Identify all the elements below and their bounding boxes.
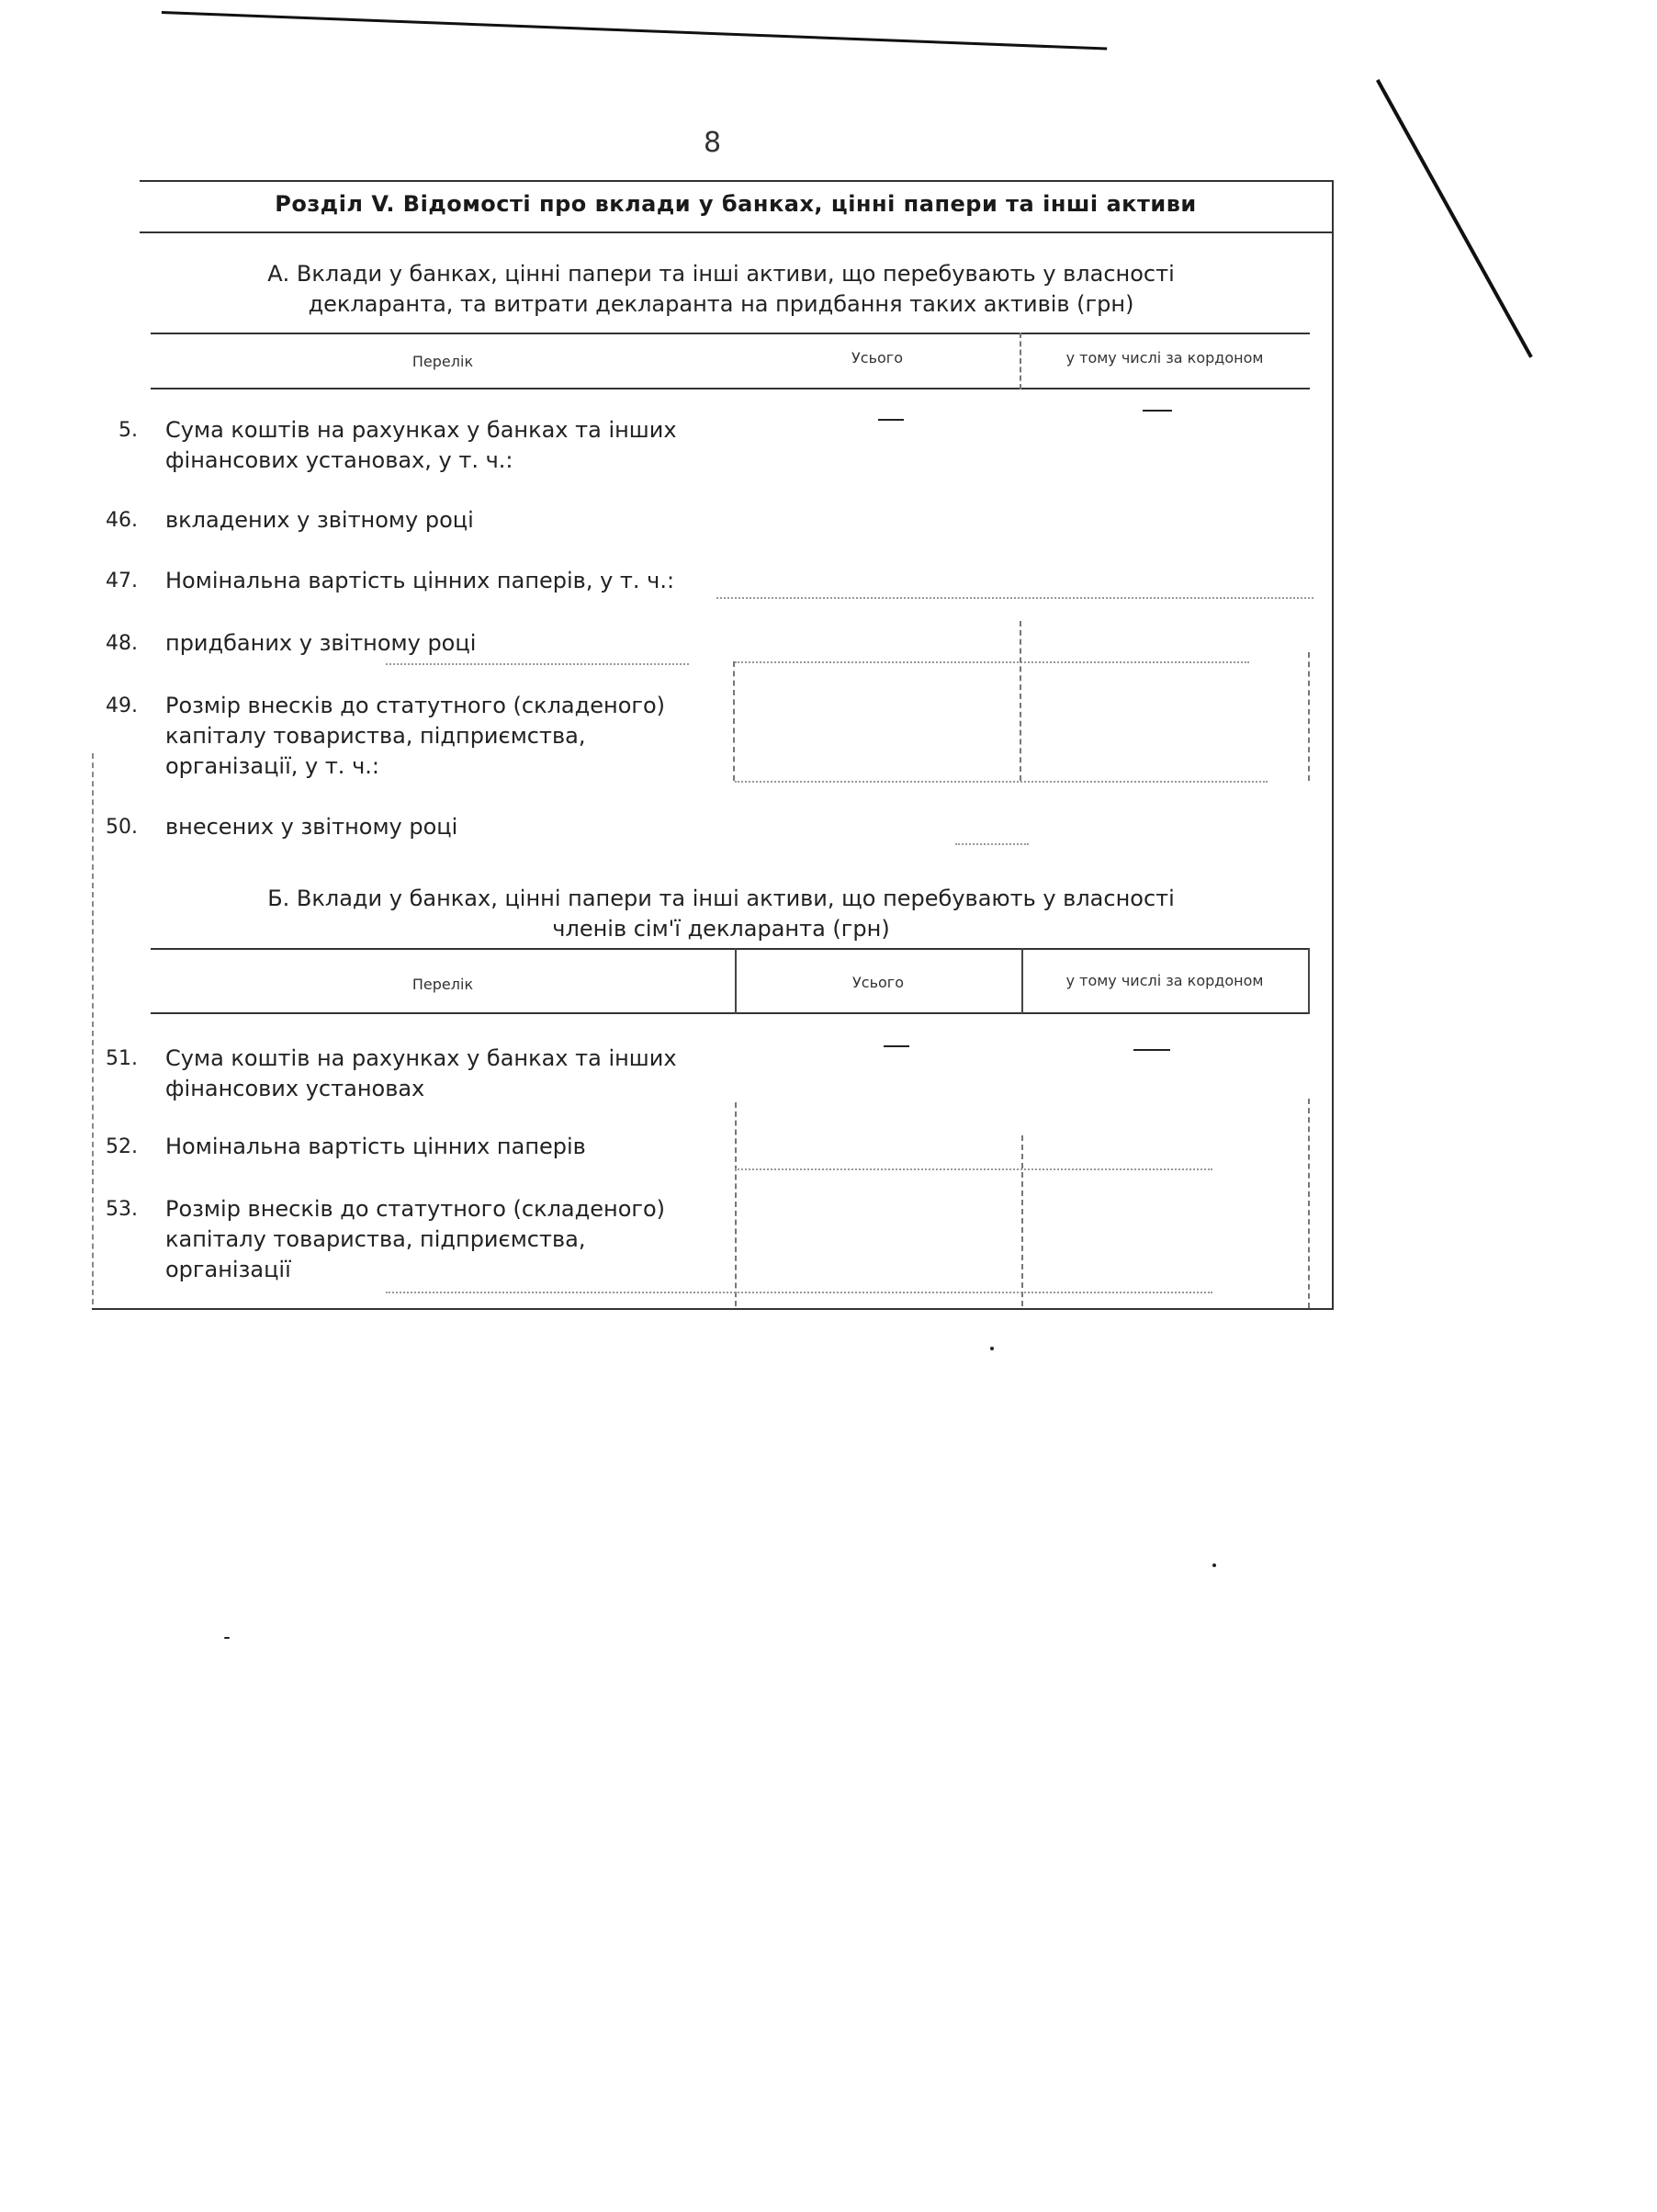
- row-label: Розмір внесків до статутного (складеного) капіталу товариства, підприємства, організації, у т. ч.:: [165, 693, 666, 779]
- row-number: 48.: [106, 632, 138, 655]
- section-title: Розділ V. Відомості про вклади у банках, цінні папери та інші активи: [275, 191, 1197, 217]
- row-number: 47.: [106, 570, 138, 592]
- part-b-heading-line2: членів сім'ї декларанта (грн): [552, 916, 890, 942]
- scan-diagonal-mark: [1376, 79, 1533, 358]
- section-frame-bottom: [92, 1308, 1334, 1310]
- part-a-heading: [202, 259, 1240, 320]
- row-number: 46.: [106, 509, 138, 532]
- total-value-dash: [884, 1045, 909, 1047]
- row-label: Сума коштів на рахунках у банках та інших фінансових установах: [165, 1045, 677, 1101]
- cell-divider: [1308, 1099, 1310, 1308]
- row-number: 5.: [118, 419, 138, 442]
- cell-divider: [1020, 621, 1021, 781]
- scan-speck: [1212, 1563, 1216, 1567]
- scan-speck: [990, 1347, 994, 1350]
- abroad-value-dash: [1133, 1049, 1170, 1051]
- row-number: 49.: [106, 694, 138, 717]
- part-a-col-list: Перелік: [411, 353, 474, 370]
- part-a-col-abroad: у тому числі за кордоном: [1065, 349, 1264, 367]
- row-dotted-rule: [735, 661, 1249, 663]
- part-b-heading-line1: Б. Вклади у банках, цінні папери та інші активи, що перебувають у власності: [267, 886, 1175, 911]
- part-b-col-abroad: у тому числі за кордоном: [1065, 972, 1264, 989]
- row-label: внесених у звітному році: [165, 814, 458, 840]
- part-b-header-top-rule: [151, 948, 1310, 950]
- cell-divider: [1308, 652, 1310, 781]
- part-a-col-total: Усього: [851, 349, 903, 367]
- part-a-heading-line2: декларанта, та витрати декларанта на придбання таких активів (грн): [308, 291, 1134, 317]
- part-a-header-bottom-rule: [151, 388, 1310, 389]
- row-dotted-rule: [716, 597, 1313, 599]
- row-dotted-rule: [735, 1168, 1212, 1170]
- total-value-dash: [878, 419, 904, 421]
- row-label: Номінальна вартість цінних паперів, у т. ч.:: [165, 568, 675, 593]
- part-b-col-list: Перелік: [411, 976, 474, 993]
- scan-top-line: [162, 11, 1107, 51]
- left-margin-rule: [92, 753, 94, 1304]
- cell-divider: [1021, 1135, 1023, 1306]
- row-label: Розмір внесків до статутного (складеного) капіталу товариства, підприємства, організації: [165, 1196, 666, 1282]
- row-dotted-rule: [955, 843, 1029, 845]
- row-dotted-rule: [386, 1292, 1212, 1293]
- abroad-value-dash: [1143, 410, 1172, 412]
- row-label: вкладених у звітному році: [165, 507, 474, 533]
- scan-speck: [224, 1637, 230, 1639]
- part-b-heading: [202, 884, 1240, 944]
- row-label: придбаних у звітному році: [165, 630, 477, 656]
- cell-divider: [733, 661, 735, 781]
- page-number: 8: [704, 127, 722, 159]
- cell-divider: [735, 1102, 737, 1306]
- row-number: 51.: [106, 1047, 138, 1070]
- row-dotted-rule: [386, 663, 689, 665]
- part-a-header-top-rule: [151, 333, 1310, 334]
- row-number: 50.: [106, 816, 138, 839]
- row-label: Сума коштів на рахунках у банках та інших фінансових установах, у т. ч.:: [165, 417, 677, 473]
- title-rule: [140, 231, 1334, 233]
- part-b-col-total: Усього: [852, 974, 904, 991]
- row-number: 53.: [106, 1198, 138, 1221]
- row-number: 52.: [106, 1135, 138, 1158]
- part-b-col-divider-3: [1308, 948, 1310, 1014]
- row-label: Номінальна вартість цінних паперів: [165, 1134, 586, 1159]
- row-dotted-rule: [735, 781, 1268, 783]
- part-b-header-bottom-rule: [151, 1012, 1310, 1014]
- part-a-heading-line1: А. Вклади у банках, цінні папери та інші активи, що перебувають у власності: [267, 261, 1175, 287]
